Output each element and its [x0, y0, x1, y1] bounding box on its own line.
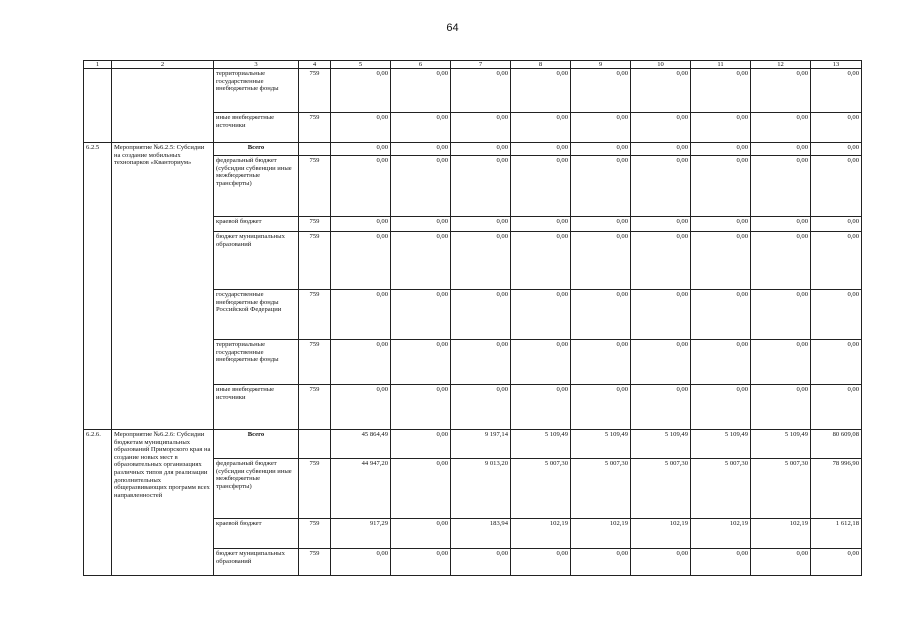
budget-code: [299, 143, 331, 156]
amount-cell: 0,00: [571, 143, 631, 156]
amount-cell: 0,00: [391, 232, 451, 290]
amount-cell: 0,00: [571, 549, 631, 576]
amount-cell: 0,00: [751, 385, 811, 430]
table-row: [84, 430, 862, 459]
funding-source: иные внебюджетные источники: [214, 385, 299, 430]
amount-cell: 5 007,30: [571, 459, 631, 519]
amount-cell: 5 007,30: [511, 459, 571, 519]
amount-cell: 0,00: [511, 290, 571, 340]
funding-source: краевой бюджет: [214, 217, 299, 232]
amount-cell: 5 109,49: [751, 430, 811, 459]
amount-cell: 5 007,30: [631, 459, 691, 519]
amount-cell: 102,19: [751, 519, 811, 549]
budget-code: 759: [299, 549, 331, 576]
budget-code: 759: [299, 232, 331, 290]
amount-cell: 0,00: [631, 217, 691, 232]
measure-title: Мероприятие №6.2.5: Субсидии на создание мобильных технопарков «Кванториум»: [112, 143, 214, 430]
amount-cell: 1 612,18: [811, 519, 862, 549]
amount-cell: 0,00: [331, 217, 391, 232]
amount-cell: 102,19: [631, 519, 691, 549]
amount-cell: 0,00: [691, 217, 751, 232]
table-row: [84, 69, 862, 113]
budget-code: 759: [299, 290, 331, 340]
amount-cell: 0,00: [631, 143, 691, 156]
amount-cell: 0,00: [391, 549, 451, 576]
amount-cell: 917,29: [331, 519, 391, 549]
column-number-7: 7: [451, 61, 511, 69]
amount-cell: 0,00: [691, 69, 751, 113]
amount-cell: 0,00: [811, 549, 862, 576]
funding-source: бюджет муниципальных образований: [214, 232, 299, 290]
measure-number: 6.2.6.: [84, 430, 112, 576]
column-number-3: 3: [214, 61, 299, 69]
budget-code: 759: [299, 217, 331, 232]
amount-cell: 0,00: [811, 156, 862, 217]
funding-source: федеральный бюджет (субсидии субвенции иные межбюджетные трансферты): [214, 459, 299, 519]
amount-cell: 0,00: [511, 232, 571, 290]
amount-cell: 0,00: [691, 385, 751, 430]
amount-cell: 0,00: [811, 385, 862, 430]
amount-cell: 5 007,30: [691, 459, 751, 519]
amount-cell: 0,00: [691, 290, 751, 340]
amount-cell: 0,00: [571, 340, 631, 385]
funding-source: федеральный бюджет (субсидии субвенции иные межбюджетные трансферты): [214, 156, 299, 217]
funding-source: Всего: [214, 143, 299, 156]
amount-cell: 9 197,14: [451, 430, 511, 459]
amount-cell: 0,00: [511, 385, 571, 430]
page-number: 64: [446, 22, 459, 34]
amount-cell: 5 109,49: [571, 430, 631, 459]
budget-code: 759: [299, 113, 331, 143]
column-number-12: 12: [751, 61, 811, 69]
amount-cell: 0,00: [331, 290, 391, 340]
measure-title: Мероприятие №6.2.6: Субсидии бюджетам муниципальных образований Приморского края на создание новых мест в образовательных организациях различных типов для реализации дополнительных общеразвивающих программ всех направленностей: [112, 430, 214, 576]
amount-cell: 0,00: [631, 549, 691, 576]
amount-cell: 0,00: [751, 143, 811, 156]
amount-cell: 0,00: [451, 156, 511, 217]
amount-cell: 0,00: [511, 113, 571, 143]
amount-cell: 0,00: [391, 519, 451, 549]
amount-cell: 0,00: [391, 143, 451, 156]
column-number-13: 13: [811, 61, 862, 69]
funding-source: Всего: [214, 430, 299, 459]
amount-cell: 0,00: [811, 69, 862, 113]
amount-cell: 0,00: [571, 232, 631, 290]
amount-cell: 0,00: [331, 113, 391, 143]
amount-cell: 0,00: [451, 232, 511, 290]
funding-source: государственные внебюджетные фонды Российской Федерации: [214, 290, 299, 340]
amount-cell: 0,00: [751, 69, 811, 113]
column-number-11: 11: [691, 61, 751, 69]
budget-code: 759: [299, 459, 331, 519]
amount-cell: 0,00: [391, 217, 451, 232]
amount-cell: 0,00: [451, 385, 511, 430]
funding-source: бюджет муниципальных образований: [214, 549, 299, 576]
amount-cell: 80 609,08: [811, 430, 862, 459]
amount-cell: 0,00: [631, 156, 691, 217]
funding-source: территориальные государственные внебюджетные фонды: [214, 340, 299, 385]
amount-cell: 0,00: [451, 217, 511, 232]
column-number-1: 1: [84, 61, 112, 69]
funding-source: территориальные государственные внебюджетные фонды: [214, 69, 299, 113]
amount-cell: 0,00: [751, 156, 811, 217]
amount-cell: 0,00: [391, 459, 451, 519]
amount-cell: 0,00: [451, 290, 511, 340]
amount-cell: 0,00: [451, 549, 511, 576]
amount-cell: 0,00: [571, 217, 631, 232]
amount-cell: 0,00: [691, 549, 751, 576]
measure-number: [84, 69, 112, 143]
amount-cell: 0,00: [691, 143, 751, 156]
funding-source: иные внебюджетные источники: [214, 113, 299, 143]
amount-cell: 0,00: [631, 232, 691, 290]
amount-cell: 0,00: [751, 549, 811, 576]
amount-cell: 0,00: [511, 340, 571, 385]
column-number-9: 9: [571, 61, 631, 69]
amount-cell: 0,00: [571, 156, 631, 217]
table-row: [84, 143, 862, 156]
budget-table: [83, 60, 862, 576]
column-number-2: 2: [112, 61, 214, 69]
amount-cell: 0,00: [331, 232, 391, 290]
amount-cell: 0,00: [391, 340, 451, 385]
amount-cell: 0,00: [631, 385, 691, 430]
amount-cell: 0,00: [571, 69, 631, 113]
amount-cell: 0,00: [331, 143, 391, 156]
amount-cell: 0,00: [691, 113, 751, 143]
amount-cell: 0,00: [511, 69, 571, 113]
amount-cell: 5 109,49: [691, 430, 751, 459]
amount-cell: 183,94: [451, 519, 511, 549]
measure-number: 6.2.5: [84, 143, 112, 430]
budget-code: 759: [299, 156, 331, 217]
column-number-8: 8: [511, 61, 571, 69]
amount-cell: 0,00: [811, 217, 862, 232]
amount-cell: 5 007,30: [751, 459, 811, 519]
amount-cell: 0,00: [811, 290, 862, 340]
amount-cell: 0,00: [331, 69, 391, 113]
amount-cell: 0,00: [331, 549, 391, 576]
amount-cell: 0,00: [511, 217, 571, 232]
amount-cell: 5 109,49: [631, 430, 691, 459]
amount-cell: 0,00: [391, 113, 451, 143]
budget-code: [299, 430, 331, 459]
amount-cell: 0,00: [331, 385, 391, 430]
amount-cell: 0,00: [631, 290, 691, 340]
amount-cell: 0,00: [811, 113, 862, 143]
column-number-10: 10: [631, 61, 691, 69]
amount-cell: 102,19: [571, 519, 631, 549]
amount-cell: 0,00: [391, 430, 451, 459]
amount-cell: 0,00: [631, 113, 691, 143]
amount-cell: 0,00: [571, 113, 631, 143]
amount-cell: 0,00: [571, 290, 631, 340]
column-number-5: 5: [331, 61, 391, 69]
amount-cell: 0,00: [451, 340, 511, 385]
amount-cell: 0,00: [391, 156, 451, 217]
amount-cell: 0,00: [751, 340, 811, 385]
amount-cell: 0,00: [631, 69, 691, 113]
column-number-4: 4: [299, 61, 331, 69]
amount-cell: 45 864,49: [331, 430, 391, 459]
budget-code: 759: [299, 385, 331, 430]
amount-cell: 0,00: [511, 156, 571, 217]
amount-cell: 9 013,20: [451, 459, 511, 519]
amount-cell: 44 947,20: [331, 459, 391, 519]
amount-cell: 0,00: [631, 340, 691, 385]
amount-cell: 0,00: [511, 549, 571, 576]
amount-cell: 0,00: [691, 232, 751, 290]
amount-cell: 102,19: [691, 519, 751, 549]
column-number-6: 6: [391, 61, 451, 69]
budget-code: 759: [299, 340, 331, 385]
amount-cell: 5 109,49: [511, 430, 571, 459]
amount-cell: 0,00: [571, 385, 631, 430]
funding-source: краевой бюджет: [214, 519, 299, 549]
amount-cell: 0,00: [511, 143, 571, 156]
amount-cell: 0,00: [751, 232, 811, 290]
measure-title: [112, 69, 214, 143]
budget-code: 759: [299, 519, 331, 549]
amount-cell: 0,00: [751, 217, 811, 232]
amount-cell: 0,00: [331, 156, 391, 217]
amount-cell: 0,00: [751, 290, 811, 340]
amount-cell: 102,19: [511, 519, 571, 549]
amount-cell: 0,00: [751, 113, 811, 143]
column-numbers-row: [84, 61, 862, 69]
amount-cell: 0,00: [811, 232, 862, 290]
amount-cell: 0,00: [451, 69, 511, 113]
amount-cell: 0,00: [451, 113, 511, 143]
amount-cell: 0,00: [331, 340, 391, 385]
amount-cell: 0,00: [391, 385, 451, 430]
amount-cell: 0,00: [451, 143, 511, 156]
amount-cell: 0,00: [691, 156, 751, 217]
amount-cell: 0,00: [811, 340, 862, 385]
amount-cell: 0,00: [691, 340, 751, 385]
amount-cell: 0,00: [811, 143, 862, 156]
budget-code: 759: [299, 69, 331, 113]
amount-cell: 0,00: [391, 290, 451, 340]
amount-cell: 78 996,90: [811, 459, 862, 519]
amount-cell: 0,00: [391, 69, 451, 113]
